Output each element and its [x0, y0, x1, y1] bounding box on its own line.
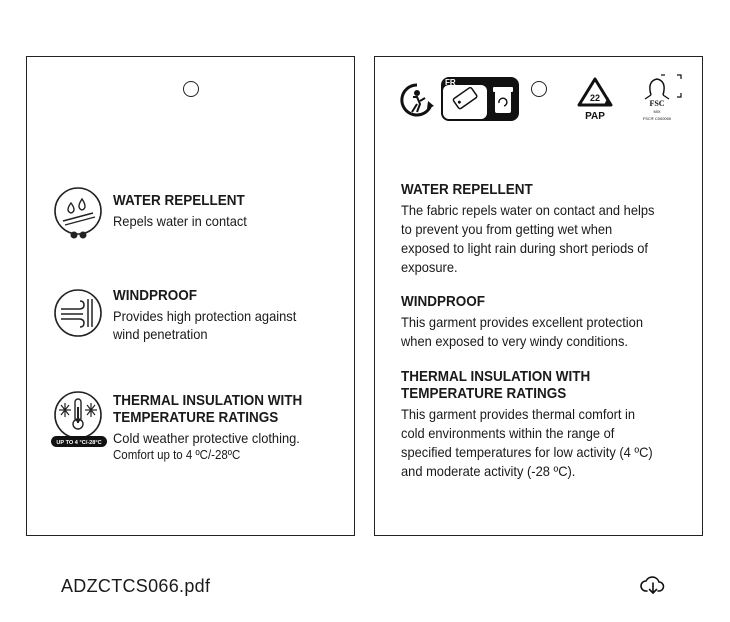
triman-icon — [402, 85, 434, 115]
svg-text:FR: FR — [445, 78, 456, 87]
section-text: cold environments within the range of — [401, 425, 615, 441]
feature-water-repellent — [51, 185, 259, 241]
hangtag-front — [26, 56, 355, 536]
file-name: ADZCTCS066.pdf — [61, 576, 211, 596]
feature-desc: Repels water in contact — [113, 213, 247, 229]
pap-recycling-icon — [579, 79, 612, 122]
svg-text:FSC: FSC — [649, 99, 665, 108]
section-text: exposed to light rain during short periods of — [401, 240, 649, 256]
section-title: WINDPROOF — [401, 293, 485, 310]
fsc-icon — [643, 75, 681, 121]
temperature-badge: UP TO 4 °C/-28°C — [56, 440, 102, 446]
feature-title: WINDPROOF — [113, 287, 197, 304]
svg-text:PAP: PAP — [585, 111, 605, 122]
feature-windproof — [51, 285, 312, 343]
svg-text:22: 22 — [589, 93, 601, 103]
feature-thermal-insulation — [51, 389, 323, 464]
feature-desc: Cold weather protective clothing. — [113, 430, 300, 446]
hang-hole — [183, 81, 199, 97]
cloud-download-icon[interactable] — [640, 574, 666, 596]
wind-icon — [51, 285, 107, 341]
thermometer-snowflake-icon — [51, 389, 107, 453]
feature-title: WATER REPELLENT — [113, 192, 245, 209]
section-windproof — [401, 293, 691, 351]
feature-desc: Provides high protection against — [113, 308, 297, 324]
svg-text:FSC® C000000: FSC® C000000 — [642, 116, 672, 121]
section-title: THERMAL INSULATION WITH — [401, 368, 591, 385]
section-text: and moderate activity (-28 ºC). — [401, 463, 576, 479]
section-water-repellent — [401, 181, 691, 277]
feature-title: THERMAL INSULATION WITH — [113, 392, 303, 409]
section-title: WATER REPELLENT — [401, 181, 533, 198]
section-text: when exposed to very windy conditions. — [401, 333, 628, 349]
fr-sorting-icon — [441, 77, 519, 121]
section-text: exposure. — [401, 259, 458, 275]
section-title: TEMPERATURE RATINGS — [401, 385, 567, 402]
feature-desc: wind penetration — [113, 326, 208, 342]
section-text: The fabric repels water on contact and helps — [401, 202, 655, 218]
section-text: specified temperatures for low activity (4 ºC) — [401, 444, 653, 460]
svg-text:MIX: MIX — [653, 109, 661, 114]
recycling-logos — [399, 73, 689, 123]
section-thermal-insulation — [401, 368, 691, 481]
feature-title: TEMPERATURE RATINGS — [113, 409, 279, 426]
hangtag-back — [374, 56, 703, 536]
water-drops-icon — [51, 185, 107, 241]
section-text: This garment provides thermal comfort in — [401, 406, 636, 422]
section-text: to prevent you from getting wet when — [401, 221, 613, 237]
section-text: This garment provides excellent protection — [401, 314, 643, 330]
feature-desc-small: Comfort up to 4 ºC/-28ºC — [113, 448, 241, 462]
